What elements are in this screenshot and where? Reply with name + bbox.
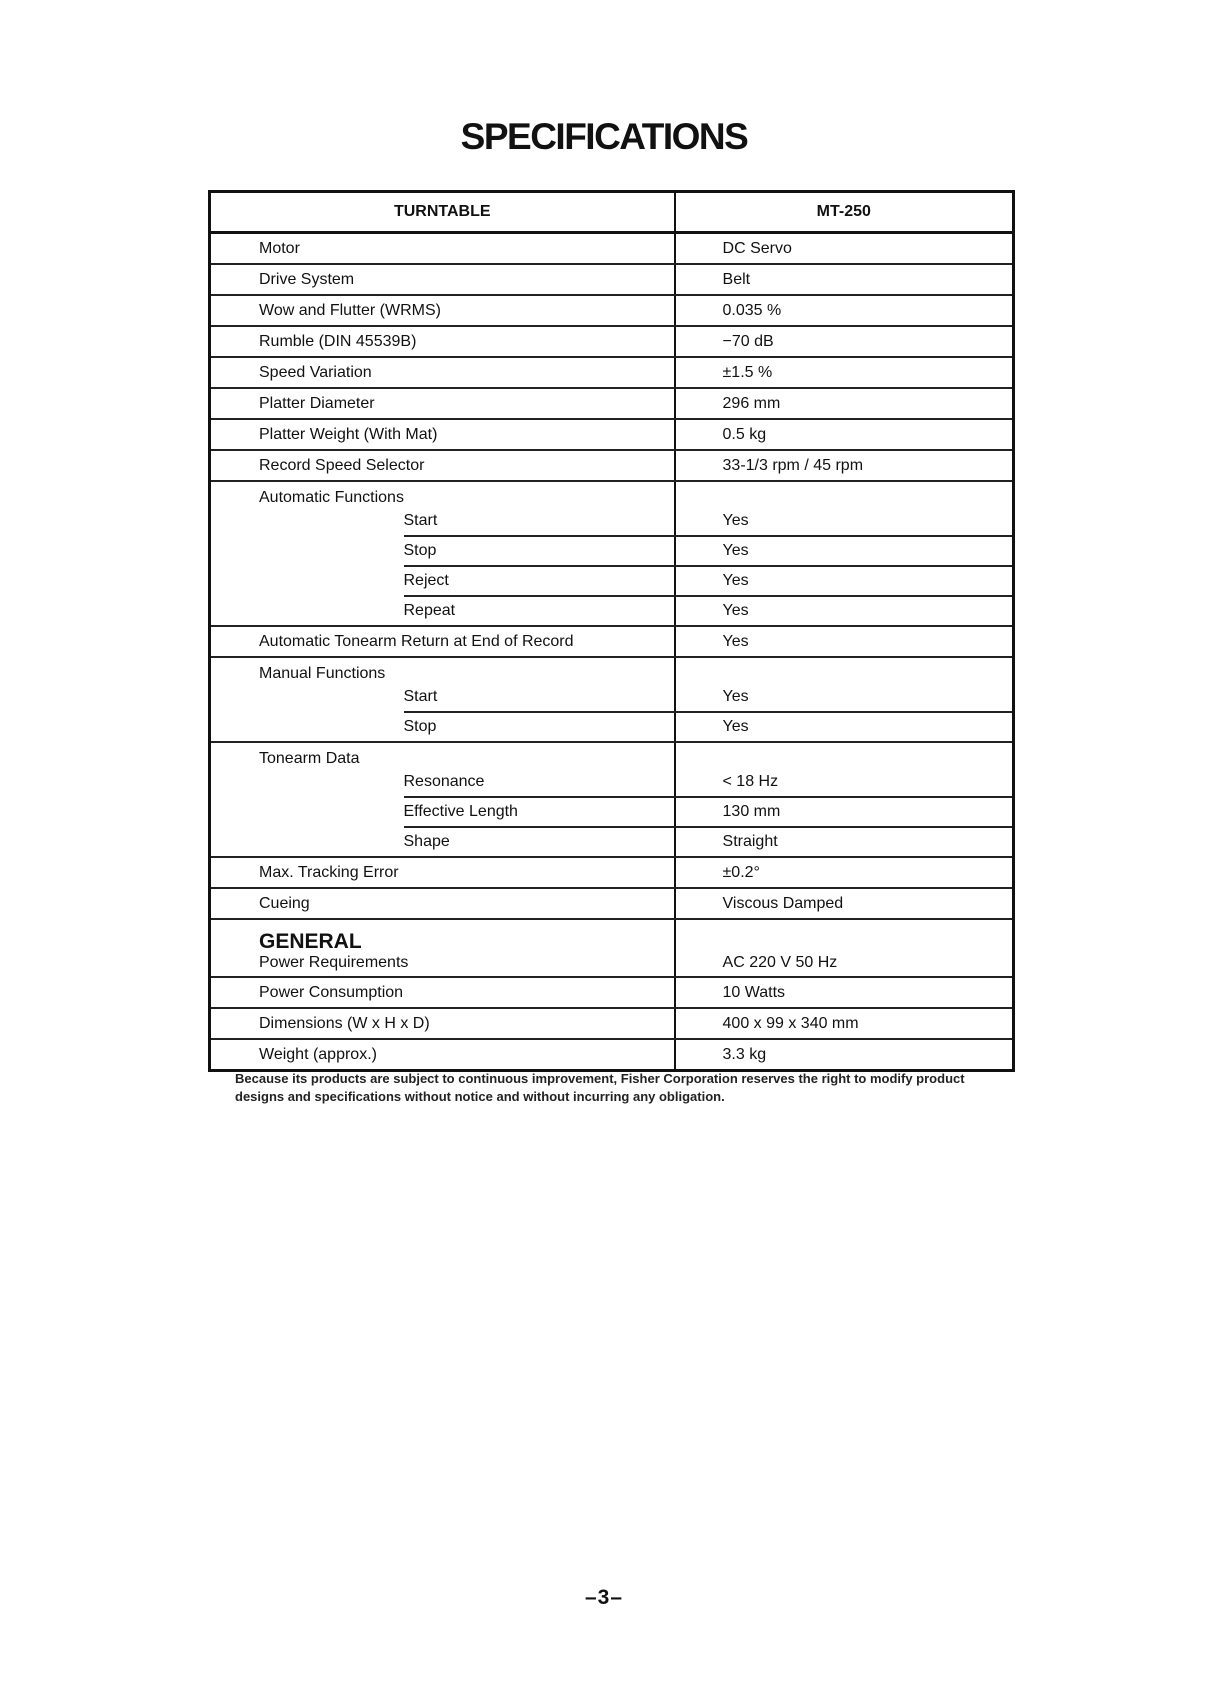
- row-value: ±0.2°: [675, 857, 1014, 888]
- table-row: [210, 888, 1014, 919]
- table-row: [210, 596, 1014, 626]
- row-value: 296 mm: [675, 388, 1014, 419]
- table-row: [210, 683, 1014, 712]
- table-row: [210, 264, 1014, 295]
- row-value: < 18 Hz: [675, 768, 1014, 797]
- row-label: Max. Tracking Error: [210, 857, 675, 888]
- table-row: [210, 977, 1014, 1008]
- row-label: Platter Diameter: [210, 388, 675, 419]
- row-label: Cueing: [210, 888, 675, 919]
- row-value: 3.3 kg: [675, 1039, 1014, 1071]
- sub-label: Shape: [404, 827, 675, 857]
- table-row: [210, 712, 1014, 742]
- row-value: Yes: [675, 507, 1014, 536]
- row-value: 400 x 99 x 340 mm: [675, 1008, 1014, 1039]
- row-value: Straight: [675, 827, 1014, 857]
- row-value: ±1.5 %: [675, 357, 1014, 388]
- sub-label: Stop: [404, 712, 675, 742]
- group-label: Tonearm Data: [259, 750, 360, 767]
- sub-label: Stop: [404, 536, 675, 566]
- table-row: [210, 450, 1014, 481]
- row-value: 33-1/3 rpm / 45 rpm: [675, 450, 1014, 481]
- row-label: Drive System: [210, 264, 675, 295]
- table-row: [210, 797, 1014, 827]
- row-label: Power Requirements: [259, 954, 409, 971]
- table-header-row: [210, 192, 1014, 233]
- table-row: [210, 1039, 1014, 1071]
- table-row: [210, 626, 1014, 657]
- row-value: Yes: [675, 626, 1014, 657]
- sub-label: Start: [404, 507, 675, 536]
- table-row: [210, 326, 1014, 357]
- group-header-row: [210, 481, 1014, 507]
- row-value: 0.5 kg: [675, 419, 1014, 450]
- row-value: Yes: [675, 536, 1014, 566]
- table-row: [210, 507, 1014, 536]
- group-label: Automatic Functions: [259, 489, 404, 506]
- sub-label: Resonance: [404, 768, 675, 797]
- table-row: [210, 1008, 1014, 1039]
- sub-label: Start: [404, 683, 675, 712]
- row-value: 10 Watts: [675, 977, 1014, 1008]
- table-row: [210, 419, 1014, 450]
- row-label: Motor: [210, 233, 675, 265]
- row-label: Automatic Tonearm Return at End of Record: [210, 626, 675, 657]
- group-header-row: [210, 742, 1014, 768]
- row-label: Power Consumption: [210, 977, 675, 1008]
- row-value: Yes: [675, 683, 1014, 712]
- row-value: Yes: [675, 596, 1014, 626]
- general-heading: GENERAL: [259, 930, 362, 953]
- table-row: [210, 857, 1014, 888]
- row-label: Wow and Flutter (WRMS): [210, 295, 675, 326]
- row-value: Yes: [675, 566, 1014, 596]
- row-value: 0.035 %: [675, 295, 1014, 326]
- sub-label: Reject: [404, 566, 675, 596]
- disclaimer-note: Because its products are subject to continuous improvement, Fisher Corporation reserves the right to modify product designs and specifications without notice and without incurring any obligation.: [235, 1071, 965, 1104]
- specifications-table: [208, 190, 1015, 1072]
- header-turntable: TURNTABLE: [210, 192, 675, 233]
- table-row: [210, 919, 1014, 977]
- row-value: Viscous Damped: [675, 888, 1014, 919]
- row-label: Weight (approx.): [259, 1045, 377, 1063]
- page-number: –3–: [584, 1586, 624, 1609]
- table-row: [210, 233, 1014, 265]
- row-value: −70 dB: [675, 326, 1014, 357]
- row-value: Yes: [675, 712, 1014, 742]
- group-header-row: [210, 657, 1014, 683]
- row-label: Record Speed Selector: [210, 450, 675, 481]
- sub-label: Effective Length: [404, 797, 675, 827]
- row-label: Platter Weight (With Mat): [210, 419, 675, 450]
- page-title: SPECIFICATIONS: [460, 116, 748, 157]
- header-model: MT-250: [675, 192, 1014, 233]
- row-label: Rumble (DIN 45539B): [210, 326, 675, 357]
- table-row: [210, 388, 1014, 419]
- table-row: [210, 566, 1014, 596]
- table-row: [210, 536, 1014, 566]
- row-value: DC Servo: [675, 233, 1014, 265]
- row-value: 130 mm: [675, 797, 1014, 827]
- row-label: Speed Variation: [210, 357, 675, 388]
- sub-label: Repeat: [404, 596, 675, 626]
- table-row: [210, 768, 1014, 797]
- group-label: Manual Functions: [259, 665, 386, 682]
- table-row: [210, 357, 1014, 388]
- row-label: Dimensions (W x H x D): [210, 1008, 675, 1039]
- table-row: [210, 295, 1014, 326]
- row-value: Belt: [675, 264, 1014, 295]
- row-value: AC 220 V 50 Hz: [675, 919, 1014, 977]
- table-row: [210, 827, 1014, 857]
